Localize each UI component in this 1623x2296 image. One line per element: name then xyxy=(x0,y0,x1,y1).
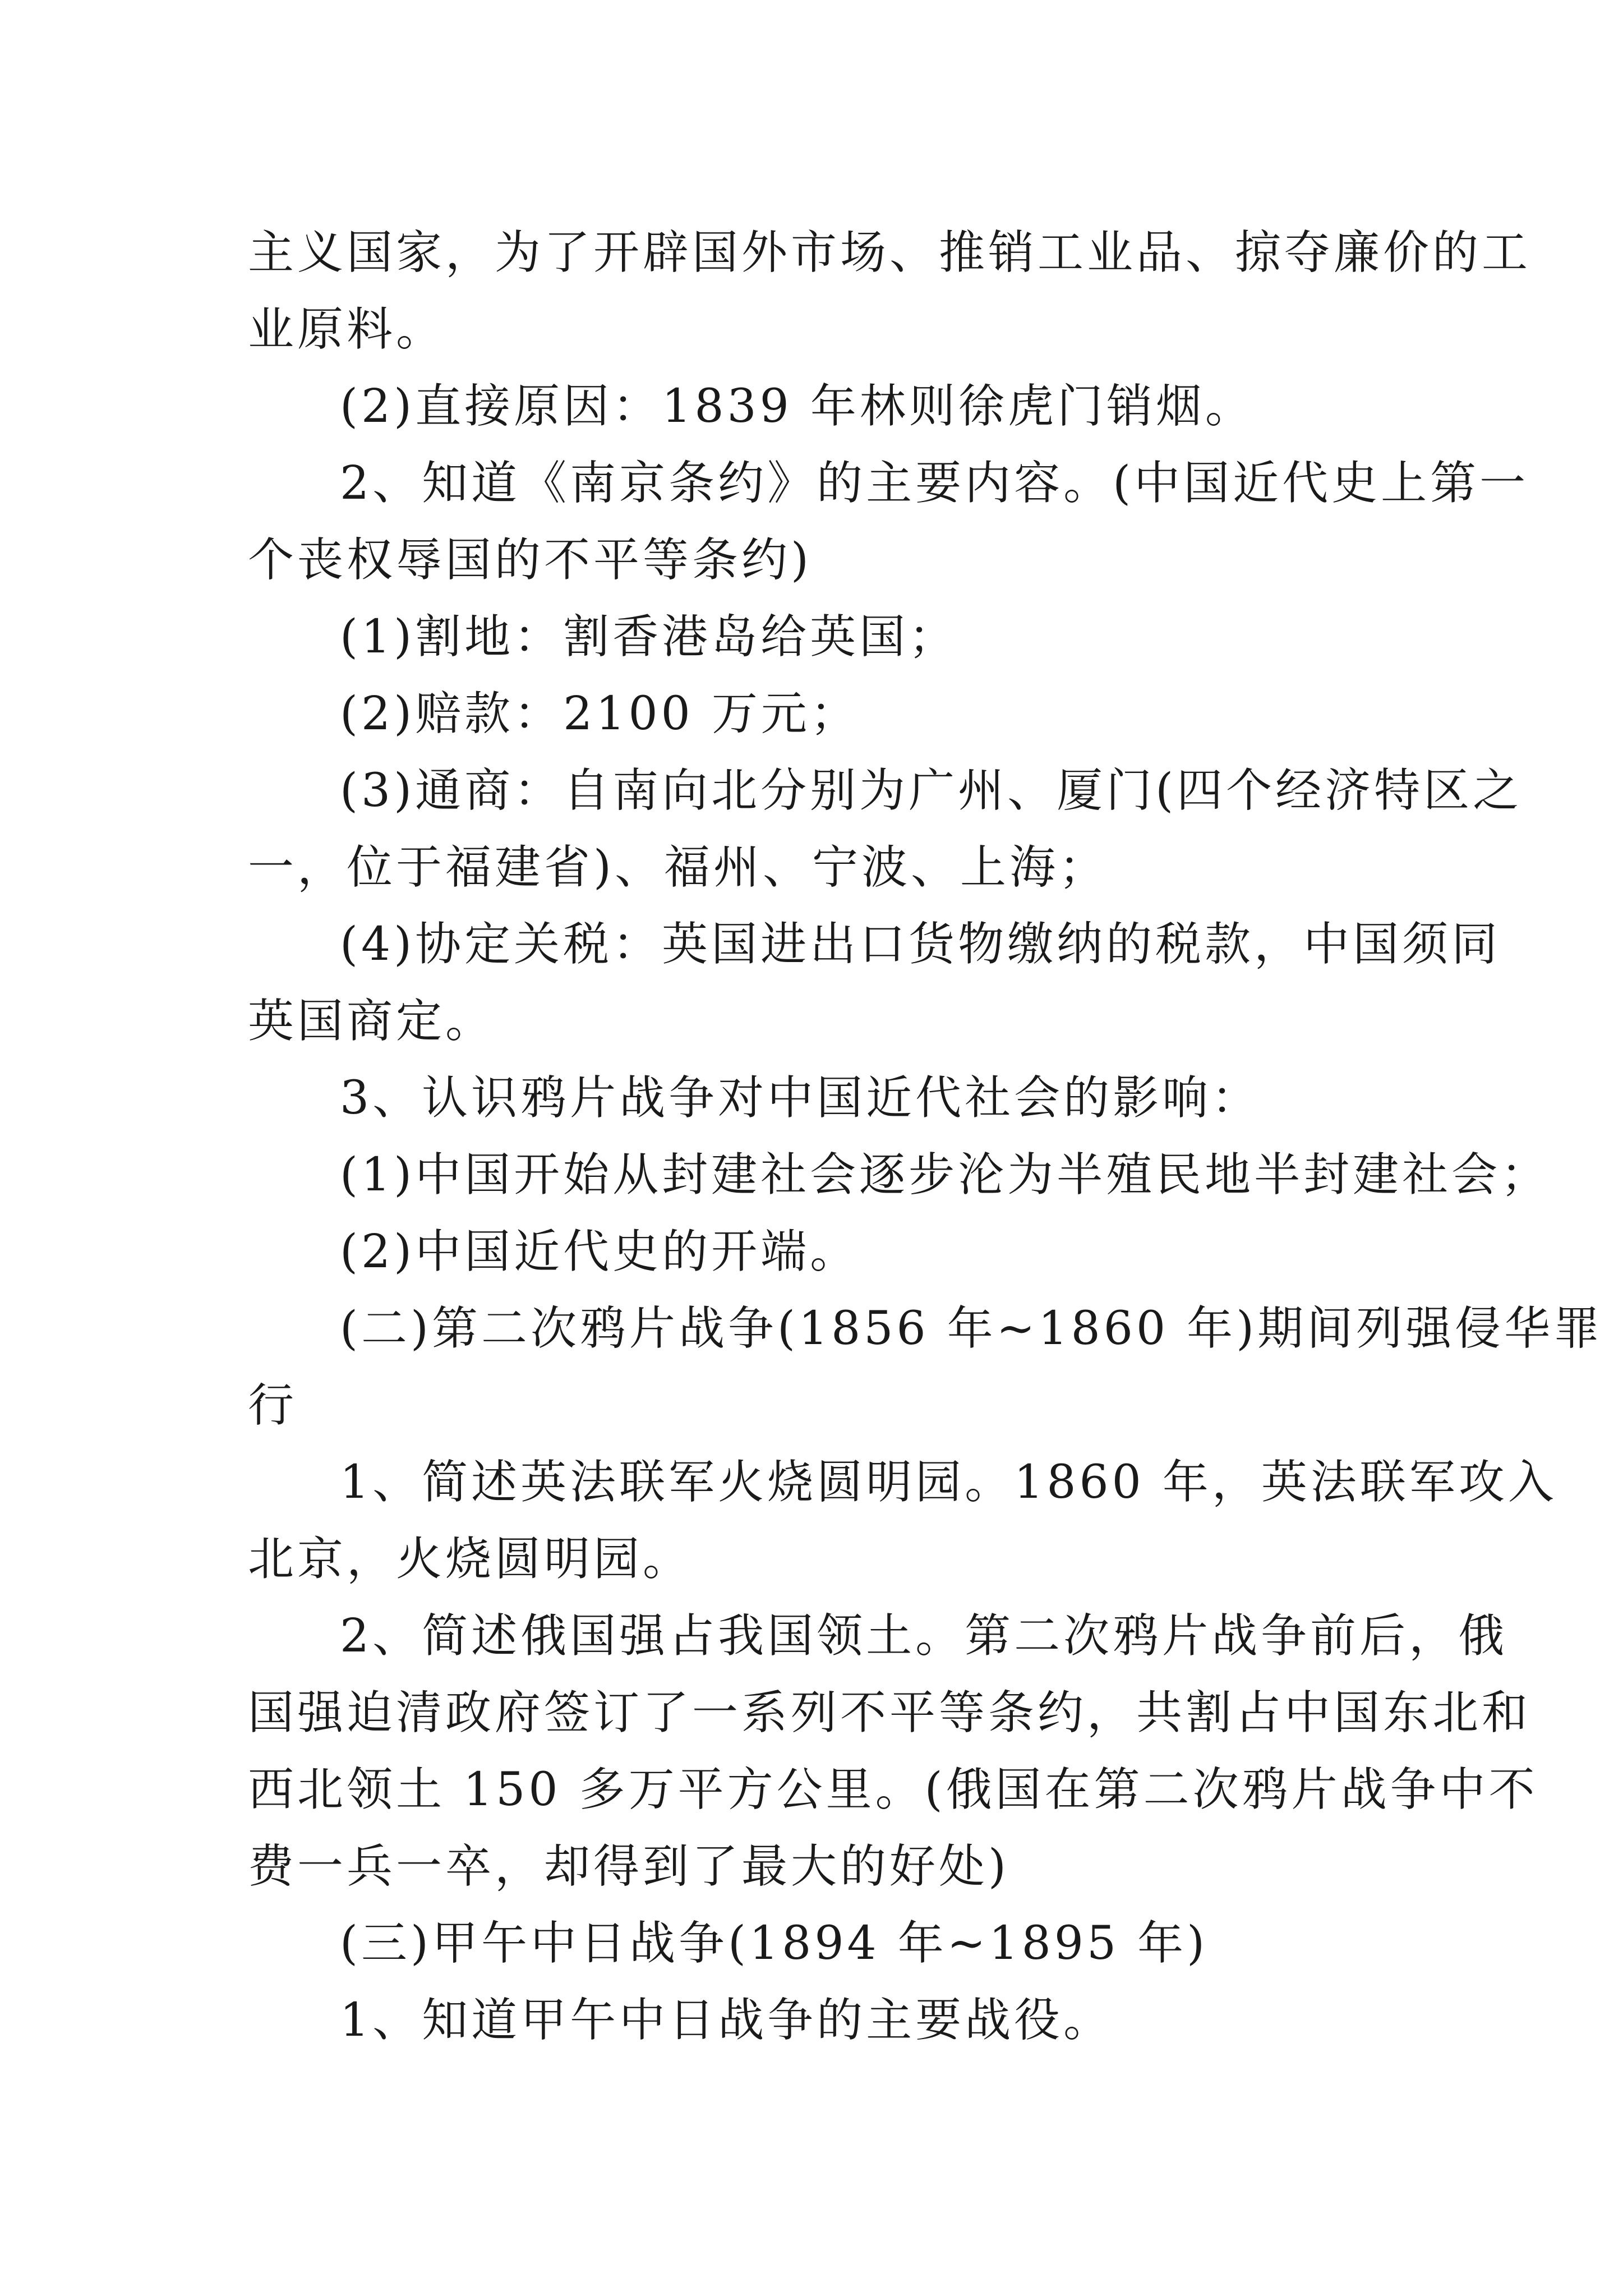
text-line: 1、知道甲午中日战争的主要战役。 xyxy=(340,1994,1113,2047)
text-line: 2、简述俄国强占我国领土。第二次鸦片战争前后，俄 xyxy=(340,1609,1508,1663)
text-line: 西北领土 150 多万平方公里。(俄国在第二次鸦片战争中不 xyxy=(248,1763,1538,1816)
text-line: (三)甲午中日战争(1894 年~1895 年) xyxy=(340,1917,1209,1970)
text-line: (2)中国近代史的开端。 xyxy=(340,1225,860,1278)
text-line: 主义国家，为了开辟国外市场、推销工业品、掠夺廉价的工 xyxy=(248,226,1532,279)
text-line: 业原料。 xyxy=(248,303,446,356)
text-line: (2)赔款：2100 万元； xyxy=(340,687,860,740)
text-line: (1)割地：割香港岛给英国； xyxy=(340,610,958,664)
text-line: (二)第二次鸦片战争(1856 年~1860 年)期间列强侵华罪 xyxy=(340,1302,1603,1355)
document-body xyxy=(248,214,1603,2059)
text-line: 2、知道《南京条约》的主要内容。(中国近代史上第一 xyxy=(340,457,1529,510)
text-line: (1)中国开始从封建社会逐步沦为半殖民地半封建社会； xyxy=(340,1148,1551,1202)
text-line: (2)直接原因：1839 年林则徐虎门销烟。 xyxy=(340,380,1255,433)
text-line: (4)协定关税：英国进出口货物缴纳的税款，中国须同 xyxy=(340,918,1501,971)
text-line: (3)通商：自南向北分别为广州、厦门(四个经济特区之 xyxy=(340,764,1523,817)
text-line: 北京，火烧圆明园。 xyxy=(248,1533,693,1586)
text-line: 一，位于福建省)、福州、宁波、上海； xyxy=(248,841,1108,894)
text-line: 费一兵一卒，却得到了最大的好处) xyxy=(248,1840,1009,1893)
text-line: 1、简述英法联军火烧圆明园。1860 年，英法联军攻入 xyxy=(340,1456,1557,1509)
text-line: 行 xyxy=(248,1379,298,1432)
text-line: 个丧权辱国的不平等条约) xyxy=(248,533,812,587)
text-line: 英国商定。 xyxy=(248,995,495,1048)
text-line: 国强迫清政府签订了一系列不平等条约，共割占中国东北和 xyxy=(248,1686,1532,1740)
text-line: 3、认识鸦片战争对中国近代社会的影响： xyxy=(340,1071,1261,1125)
